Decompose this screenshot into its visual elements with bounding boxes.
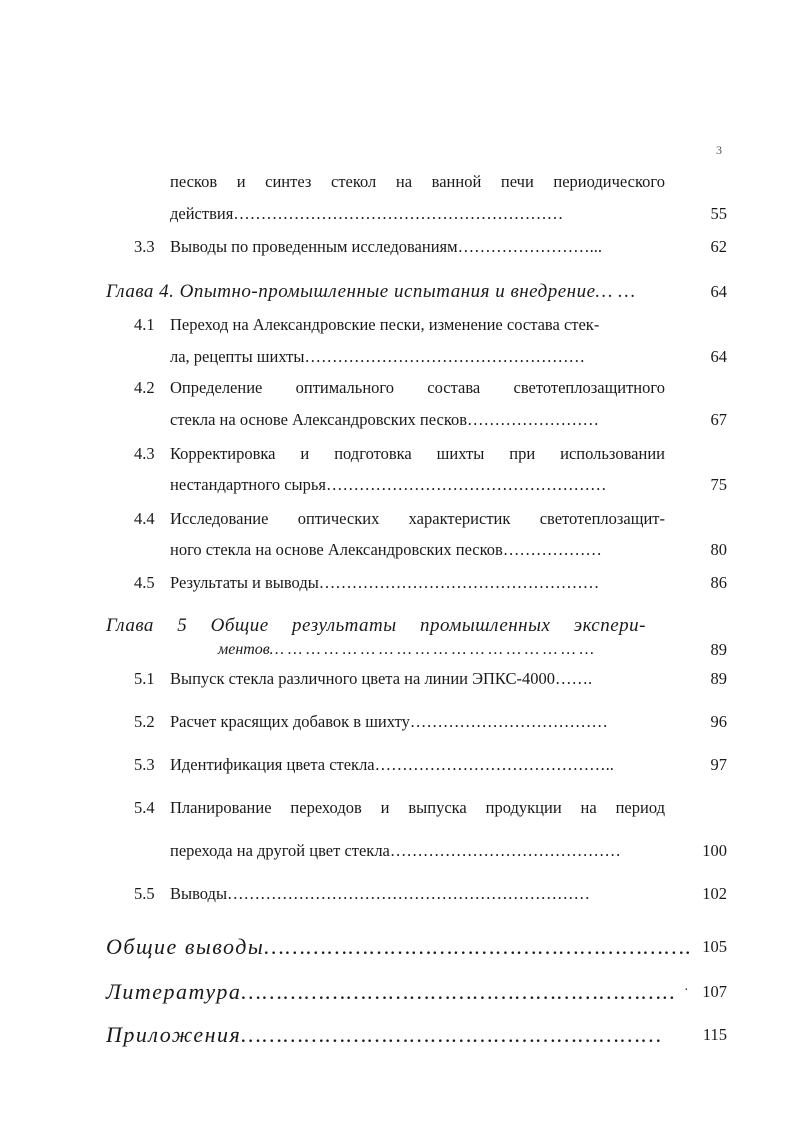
toc-page-ref: 89 [710, 669, 727, 688]
toc-page-ref: 67 [710, 410, 727, 429]
toc-page-ref: 55 [710, 204, 727, 223]
toc-page-ref: 75 [710, 475, 727, 494]
toc-page-ref: 102 [702, 884, 727, 903]
section-number: 5.4 [134, 798, 155, 817]
toc-heading: Приложения…………………………………………………… [106, 1022, 663, 1047]
toc-entry-text: перехода на другой цвет стекла…………………………………… [170, 841, 621, 860]
toc-page-ref: 105 [702, 937, 727, 956]
chapter-title: Глава 5 Общие результаты промышленных экспери- [106, 615, 646, 636]
toc-page-ref: 97 [710, 755, 727, 774]
toc-page-ref: 96 [710, 712, 727, 731]
section-number: 4.2 [134, 378, 155, 397]
toc-entry-text: нестандартного сырья…………………………………………… [170, 475, 607, 494]
toc-page-ref: 89 [710, 640, 727, 659]
toc-entry-text: ного стекла на основе Александровских песков……………… [170, 540, 602, 559]
section-number: 3.3 [134, 237, 155, 256]
section-number: 5.2 [134, 712, 155, 731]
toc-page-ref: 107 [702, 982, 727, 1001]
toc-entry-text: Результаты и выводы…………………………………………… [170, 573, 600, 592]
toc-entry-text: Переход на Александровские пески, изменение состава стек- [170, 315, 600, 334]
section-number: 4.4 [134, 509, 155, 528]
toc-entry-text: Расчет красящих добавок в шихту……………………………… [170, 712, 608, 731]
toc-entry-text: Идентификация цвета стекла…………………………………….. [170, 755, 614, 774]
toc-entry-text: Планирование переходов и выпуска продукции на период [170, 798, 665, 817]
page-number: 3 [716, 143, 722, 157]
toc-entry-text: Исследование оптических характеристик светотеплозащит- [170, 509, 665, 528]
section-number: 4.1 [134, 315, 155, 334]
toc-entry-text: песков и синтез стекол на ванной печи периодического [170, 172, 665, 191]
section-number: 5.1 [134, 669, 155, 688]
toc-entry-text: Определение оптимального состава светотеплозащитного [170, 378, 665, 397]
toc-entry-text: Выводы по проведенным исследованиям……………………... [170, 237, 602, 256]
toc-heading: Общие выводы……………………………………………………. [106, 934, 693, 959]
page-ref-prefix: · [684, 983, 689, 998]
toc-heading: Литература…………………………………………………….. [106, 979, 677, 1004]
toc-page-ref: 62 [710, 237, 727, 256]
toc-entry-text: действия…………………………………………………… [170, 204, 564, 223]
chapter-title: Глава 4. Опытно-промышленные испытания и внедрение… … [106, 281, 636, 302]
toc-page-ref: 115 [702, 1025, 727, 1044]
chapter-title-cont: ментов… … … … … … … … … … … … … … … … … … [218, 641, 594, 658]
toc-page-ref: 100 [702, 841, 727, 860]
toc-entry-text: Выводы………………………………………………………… [170, 884, 591, 903]
toc-page-ref: 64 [710, 347, 727, 366]
toc-entry-text: Выпуск стекла различного цвета на линии ЭПКС-4000……. [170, 669, 593, 688]
toc-entry-text: ла, рецепты шихты…………………………………………… [170, 347, 585, 366]
toc-entry-text: Корректировка и подготовка шихты при использовании [170, 444, 665, 463]
section-number: 5.5 [134, 884, 155, 903]
toc-page-ref: 64 [710, 282, 727, 301]
toc-page-ref: 86 [710, 573, 727, 592]
toc-page-ref: 80 [710, 540, 727, 559]
section-number: 5.3 [134, 755, 155, 774]
toc-entry-text: стекла на основе Александровских песков…………………… [170, 410, 600, 429]
section-number: 4.5 [134, 573, 155, 592]
section-number: 4.3 [134, 444, 155, 463]
